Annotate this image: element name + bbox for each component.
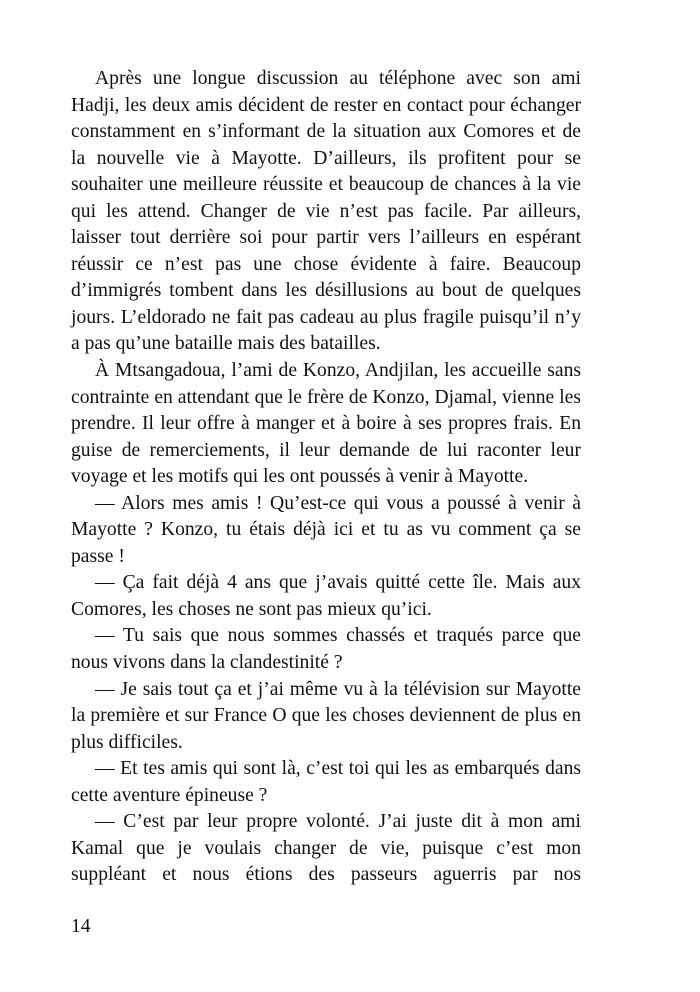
text-line: — Je sais tout ça et j’ai même vu à la télévision sur Mayotte [95, 678, 581, 700]
text-line: qui les attend. Changer de vie n’est pas facile. Par ailleurs, [71, 200, 581, 222]
text-line: la nouvelle vie à Mayotte. D’ailleurs, ils profitent pour se [71, 147, 581, 169]
text-line: laisser tout derrière soi pour partir vers l’ailleurs en espérant [71, 227, 581, 249]
text-line: cette aventure épineuse ? [71, 784, 268, 806]
text-line: — C’est par leur propre volonté. J’ai juste dit à mon ami [95, 811, 581, 833]
dialogue-paragraph [71, 756, 581, 809]
text-line: — Et tes amis qui sont là, c’est toi qui les as embarqués dans [95, 758, 581, 780]
text-line: suppléant et nous étions des passeurs aguerris par nos [71, 864, 581, 886]
text-line: nous vivons dans la clandestinité ? [71, 652, 343, 674]
dialogue-paragraph [71, 491, 581, 571]
text-line: la première et sur France O que les choses deviennent de plus en [71, 705, 581, 727]
text-line: Hadji, les deux amis décident de rester en contact pour échanger [71, 94, 581, 116]
dialogue-paragraph [71, 809, 581, 889]
text-line: contrainte en attendant que le frère de Konzo, Djamal, vienne les [71, 386, 581, 408]
paragraph [71, 66, 581, 358]
text-line: — Ça fait déjà 4 ans que j’avais quitté cette île. Mais aux [95, 572, 581, 594]
page-body-text [71, 66, 581, 889]
text-line: prendre. Il leur offre à manger et à boire à ses propres frais. En [71, 413, 581, 435]
text-line: réussir ce n’est pas une chose évidente à faire. Beaucoup [71, 253, 581, 275]
text-line: voyage et les motifs qui les ont poussés à venir à Mayotte. [71, 466, 529, 488]
text-line: plus difficiles. [71, 731, 183, 753]
page-number: 14 [71, 916, 91, 937]
text-line: constamment en s’informant de la situation aux Comores et de [71, 121, 581, 143]
text-line: — Alors mes amis ! Qu’est-ce qui vous a poussé à venir à [95, 492, 581, 514]
text-line: a pas qu’une bataille mais des batailles. [71, 333, 381, 355]
text-line: jours. L’eldorado ne fait pas cadeau au plus fragile puisqu’il n’y [71, 306, 581, 328]
text-line: guise de remerciements, il leur demande de lui raconter leur [71, 439, 581, 461]
text-line: Mayotte ? Konzo, tu étais déjà ici et tu as vu comment ça se [71, 519, 581, 541]
text-line: Kamal que je voulais changer de vie, puisque c’est mon [71, 837, 581, 859]
text-line: souhaiter une meilleure réussite et beaucoup de chances à la vie [71, 174, 581, 196]
paragraph [71, 358, 581, 491]
dialogue-paragraph [71, 623, 581, 676]
text-line: — Tu sais que nous sommes chassés et traqués parce que [95, 625, 581, 647]
text-line: À Mtsangadoua, l’ami de Konzo, Andjilan, les accueille sans [95, 360, 581, 382]
text-line: d’immigrés tombent dans les désillusions au bout de quelques [71, 280, 581, 302]
text-line: Après une longue discussion au téléphone avec son ami [95, 68, 581, 89]
dialogue-paragraph [71, 677, 581, 757]
dialogue-paragraph [71, 570, 581, 623]
text-line: passe ! [71, 545, 125, 567]
text-line: Comores, les choses ne sont pas mieux qu’ici. [71, 598, 432, 620]
